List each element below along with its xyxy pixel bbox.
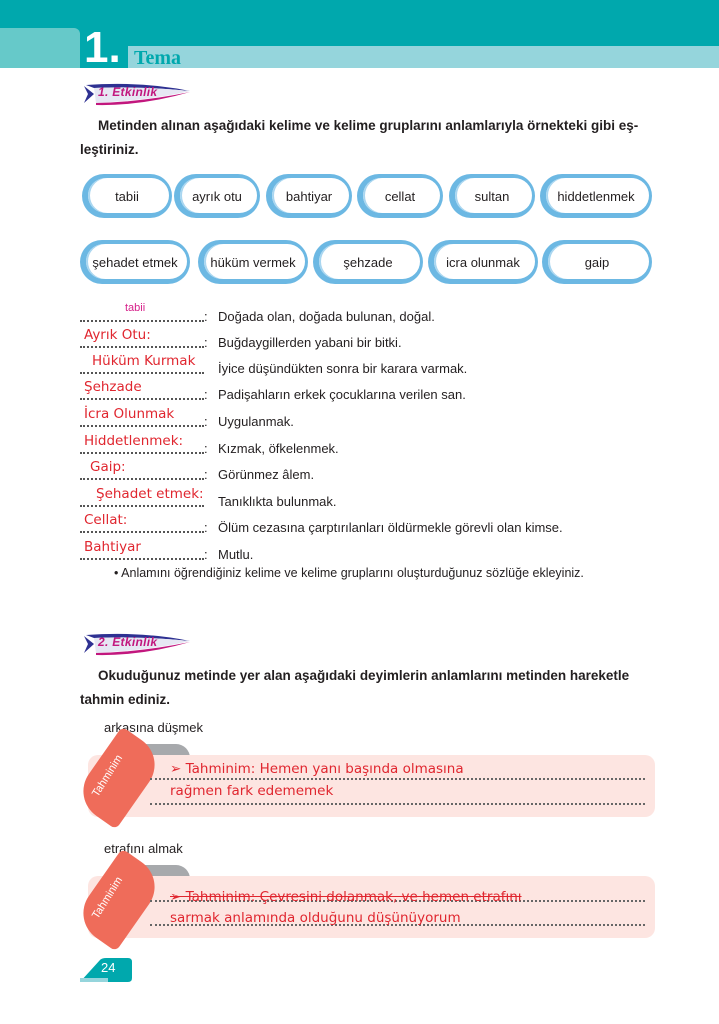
answer-line[interactable] [150,803,645,805]
answer-text: Hüküm Kurmak [92,353,196,369]
match-row [80,432,680,458]
definition-text: İyice düşündükten sonra bir karara varmak. [218,361,468,376]
match-row [80,485,680,511]
answer-line[interactable] [150,778,645,780]
match-row [80,458,680,484]
activity1-instruction-line2: leştiriniz. [80,142,139,157]
answer-blank[interactable] [80,452,204,454]
match-row [80,378,680,404]
match-row [80,352,680,378]
answer-text: Ayrık Otu: [84,327,151,343]
guess-box [88,876,655,938]
activity1-note: • Anlamını öğrendiğiniz kelime ve kelime gruplarını oluşturduğunuz sözlüğe ekleyiniz. [114,566,584,580]
word-pill-label: tabii [115,188,139,204]
word-pill [357,174,443,218]
word-pill [82,174,172,218]
answer-text: Cellat: [84,512,128,528]
colon: : [204,335,208,350]
word-pill-label: ayrık otu [192,188,242,204]
answer-blank[interactable] [80,398,204,400]
guess-answer-line2: rağmen fark edememek [170,783,334,799]
word-pill [313,240,423,284]
colon: : [204,441,208,456]
answer-blank[interactable] [80,505,204,507]
word-pill-label: icra olunmak [446,254,520,270]
answer-blank[interactable] [80,531,204,533]
word-pill-label: hüküm vermek [210,254,296,270]
definition-text: Doğada olan, doğada bulunan, doğal. [218,309,435,324]
answer-text: Hiddetlenmek: [84,433,184,449]
definition-text: Padişahların erkek çocuklarına verilen san. [218,387,466,402]
colon: : [204,309,208,324]
word-pill-label: sultan [474,188,510,204]
word-pill [266,174,352,218]
theme-number: 1. [84,23,121,72]
match-row [80,538,680,564]
match-row [80,300,680,326]
colon: : [204,547,208,562]
idiom-label: etrafını almak [104,841,183,856]
match-row [80,405,680,431]
page-number-badge [80,958,152,982]
word-pill-label: cellat [384,188,416,204]
header-tab-shape [0,28,80,68]
theme-label: Tema [134,47,182,69]
guess-answer-line2: sarmak anlamında olduğunu düşünüyorum [170,910,461,926]
definition-text: Uygulanmak. [218,414,294,429]
activity1-banner [82,82,192,106]
answer-text: tabii [125,302,146,314]
activity2-banner [82,632,192,656]
word-pill [80,240,190,284]
answer-text: Gaip: [90,459,126,475]
colon: : [204,467,208,482]
activity2-instruction-line1: Okuduğunuz metinde yer alan aşağıdaki deyimlerin anlamlarını metinden hareketle [98,668,630,683]
definition-text: Kızmak, öfkelenmek. [218,441,339,456]
activity2-instruction-line2: tahmin ediniz. [80,692,171,707]
guess-answer-line1: ➢ Tahminim: Çevresini dolanmak, ve hemen etrafını [170,889,522,905]
match-row [80,511,680,537]
answer-blank[interactable] [80,372,204,374]
word-pill-label: şehzade [343,254,393,270]
definition-text: Buğdaygillerden yabani bir bitki. [218,335,402,350]
word-pill [428,240,538,284]
word-pill-label: hiddetlenmek [557,188,635,204]
definition-text: Tanıklıkta bulunmak. [218,494,337,509]
idiom-label: arkasına düşmek [104,720,203,735]
colon: : [204,387,208,402]
match-row [80,326,680,352]
guess-answer-line1: ➢ Tahminim: Hemen yanı başında olmasına [170,761,464,777]
word-pill [174,174,260,218]
answer-text: Bahtiyar [84,539,141,555]
word-pill-label: bahtiyar [285,188,333,204]
word-pill-label: şehadet etmek [92,254,178,270]
definition-text: Ölüm cezasına çarptırılanları öldürmekle görevli olan kimse. [218,520,563,535]
answer-text: İcra Olunmak [84,406,175,422]
activity1-label: 1. Etkinlik [98,85,158,99]
colon: : [204,414,208,429]
word-pill [540,174,652,218]
answer-blank[interactable] [80,558,204,560]
activity2-label: 2. Etkinlik [98,635,158,649]
colon: : [204,520,208,535]
answer-blank[interactable] [80,320,204,322]
definition-text: Görünmez âlem. [218,467,315,482]
answer-text: Şehadet etmek: [96,486,204,502]
word-pill-label: gaip [584,254,610,270]
page-number: 24 [101,960,116,975]
answer-text: Şehzade [84,379,142,395]
activity1-instruction-line1: Metinden alınan aşağıdaki kelime ve kelime gruplarını anlamlarıyla örnekteki gibi eş- [98,118,639,133]
word-pill [198,240,308,284]
answer-blank[interactable] [80,478,204,480]
answer-blank[interactable] [80,346,204,348]
word-pill [542,240,652,284]
definition-text: Mutlu. [218,547,254,562]
word-pill [449,174,535,218]
tahminim-ribbon-label: Tahminim [89,752,126,800]
tahminim-ribbon-label: Tahminim [89,874,126,922]
answer-blank[interactable] [80,425,204,427]
